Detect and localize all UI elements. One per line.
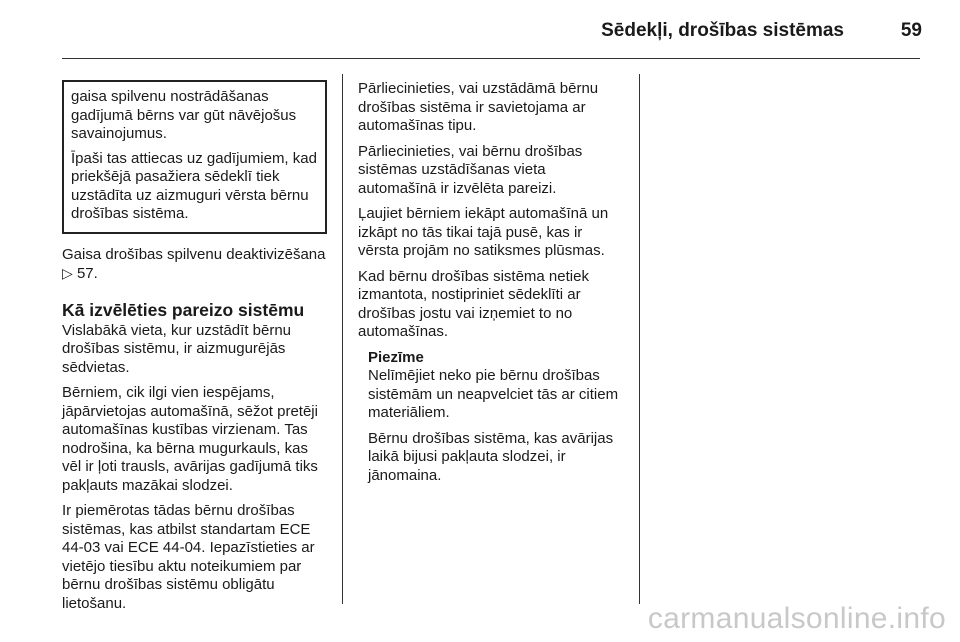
header-divider bbox=[62, 58, 920, 59]
paragraph: Pārliecinieties, vai uzstādāmā bērnu drošības sistēma ir savietojama ar automašīnas tipu. bbox=[358, 80, 599, 134]
cross-reference bbox=[62, 246, 327, 284]
warning-box bbox=[62, 80, 327, 234]
cross-reference-text: Gaisa drošības spilvenu deaktivizēšana bbox=[62, 245, 326, 263]
middle-column bbox=[358, 80, 626, 492]
paragraph: Vislabākā vieta, kur uzstādīt bērnu drošības sistēmu, ir aizmugurējās sēdvietas. bbox=[62, 321, 292, 376]
paragraph: Pārliecinieties, vai bērnu drošības sistēmas uzstādīšanas vieta automašīnā ir izvēlēta pareizi. bbox=[358, 142, 583, 197]
paragraph: Bērniem, cik ilgi vien iespējams, jāpārvietojas automašīnā, sēžot pretēji automašīnas kustības virzienam. Tas nodrošina, ka bērna mugurkauls, kas vēl ir ļoti trausls, avārijas gadījumā tiks pakļauts mazākai slodzei. bbox=[62, 384, 318, 494]
warning-text-1: gaisa spilvenu nostrādāšanas gadījumā bērns var gūt nāvējošus savainojumus. bbox=[71, 88, 297, 142]
left-column bbox=[62, 80, 327, 620]
page-number: 59 bbox=[900, 20, 922, 41]
paragraph: Ir piemērotas tādas bērnu drošības sistēmas, kas atbilst standartam ECE 44-03 vai ECE 44-04. Iepazīstieties ar vietējo tiesību aktu noteikumiem par bērnu drošības sistēmu obligātu lietošanu. bbox=[62, 502, 315, 612]
note-title: Piezīme bbox=[368, 348, 424, 366]
section-heading: Kā izvēlēties pareizo sistēmu bbox=[62, 299, 305, 320]
warning-text-2: Īpaši tas attiecas uz gadījumiem, kad priekšējā pasažiera sēdeklī tiek uzstādīta uz aizmuguri vērsta bērnu drošības sistēma. bbox=[71, 149, 317, 222]
note-paragraph: Nelīmējiet neko pie bērnu drošības sistēmām un neapvelciet tās ar citiem materiāliem. bbox=[368, 367, 619, 421]
note-paragraph: Bērnu drošības sistēma, kas avārijas laikā bijusi pakļauta slodzei, ir jānomaina. bbox=[368, 429, 614, 484]
column-divider bbox=[342, 74, 343, 604]
arrow-ref-icon: ▷ bbox=[62, 265, 73, 281]
note-block bbox=[358, 349, 626, 486]
page-header bbox=[0, 0, 960, 62]
column-divider bbox=[639, 74, 640, 604]
paragraph: Ļaujiet bērniem iekāpt automašīnā un izkāpt no tās tikai tajā pusē, kas ir vērsta projām no satiksmes plūsmas. bbox=[358, 205, 609, 259]
paragraph: Kad bērnu drošības sistēma netiek izmantota, nostipriniet sēdeklīti ar drošības jostu vai izņemiet to no automašīnas. bbox=[358, 267, 589, 340]
cross-reference-page[interactable]: 57. bbox=[76, 265, 98, 282]
watermark: carmanualsonline.info bbox=[647, 602, 946, 635]
page-title: Sēdekļi, drošības sistēmas bbox=[601, 20, 844, 41]
